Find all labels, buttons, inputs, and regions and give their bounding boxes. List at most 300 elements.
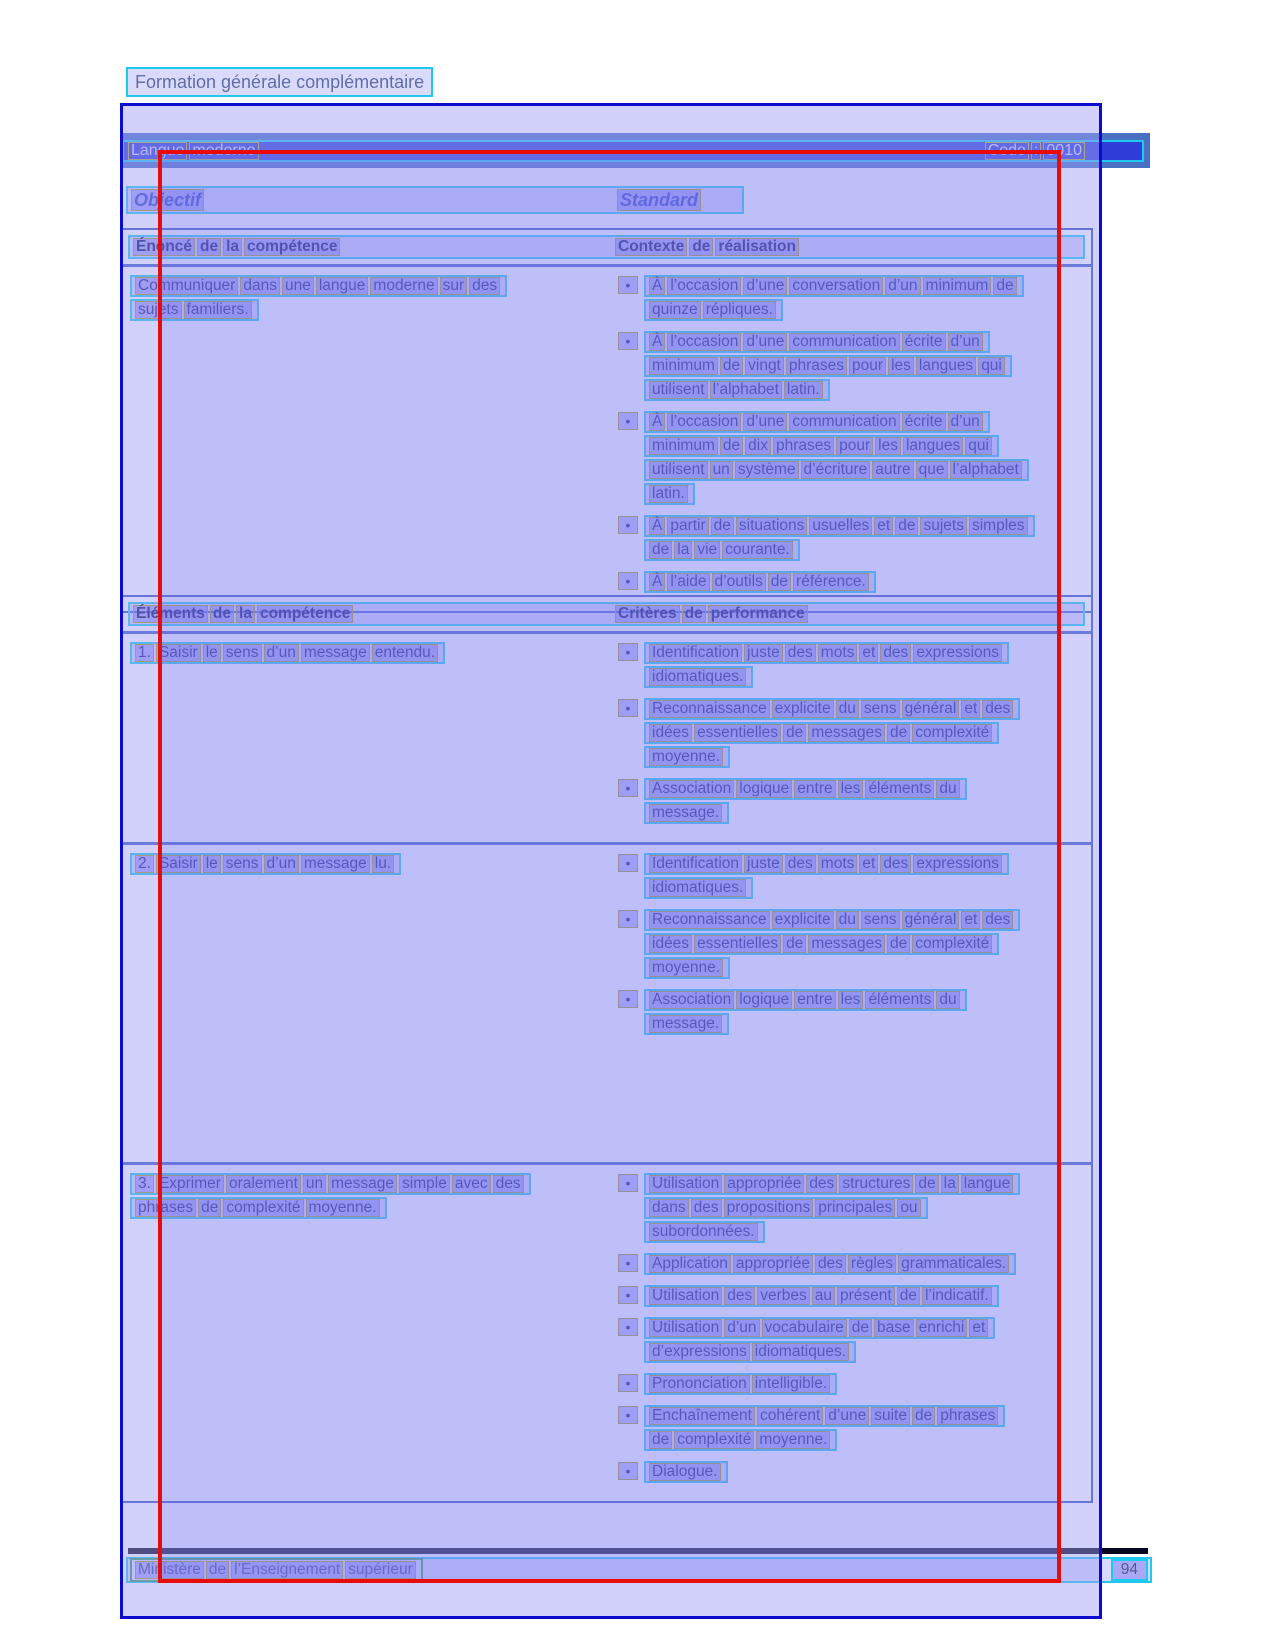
word-box: explicite [772,911,834,929]
strip-right [617,189,739,211]
word-box: de [649,541,672,559]
word-box: de [887,724,910,742]
word-box: base [874,1319,914,1337]
document-title: Formation générale complémentaire [126,67,433,97]
bullet-icon: • [618,572,638,590]
word-box: appropriée [733,1255,813,1273]
word-box: utilisent [649,461,708,479]
footer-line [126,1557,1152,1583]
word-box: les [888,357,914,375]
word-box: au [812,1287,835,1305]
word-box: moderne [370,277,437,295]
word-box: d’un [724,1319,759,1337]
word-box: langues [916,357,976,375]
word-box: courante. [722,541,793,559]
word-box: À [649,333,665,351]
word-box: usuelles [809,517,872,535]
bullet-text [644,571,876,595]
criteria-cell [618,642,1085,834]
bullet-text [644,275,1024,323]
word-box: d’expressions [649,1343,750,1361]
word-box: juste [744,855,783,873]
bullet-icon: • [618,854,638,872]
word-box: de [197,238,221,256]
word-box: d’une [825,1407,869,1425]
word-box: Standard [617,189,701,211]
word-box: enrichi [916,1319,968,1337]
header-band [120,133,1150,168]
strip-right [985,142,1142,160]
word-box: simples [969,517,1028,535]
criteria-cell [618,1173,1085,1493]
word-box: écrite [902,413,946,431]
text-line [644,877,753,899]
word-box: d’une [743,413,787,431]
bullet-text [644,642,1009,690]
word-box: d’une [743,333,787,351]
word-box: idiomatiques. [649,668,746,686]
strip-left [131,189,617,211]
word-box: Dialogue. [649,1463,721,1481]
text-line [644,666,753,688]
bullet-text [644,1405,1005,1453]
word-box: réalisation [715,238,799,256]
strip-right [615,605,1080,623]
bullet-icon: • [618,1318,638,1336]
text-line [644,1341,856,1363]
word-box: sens [223,855,262,873]
word-box: l’alphabet [710,381,782,399]
word-box: expressions [913,855,1002,873]
word-box: phrases [786,357,847,375]
text-line [644,331,990,353]
word-box: l’occasion [667,277,741,295]
bullet-item [618,331,1085,403]
word-box: mots [818,855,858,873]
table-header-strip [128,235,1085,259]
bullet-text [644,331,1012,403]
word-box: mots [818,644,858,662]
word-box: Exprimer [156,1175,224,1193]
statement-cell [128,642,618,834]
text-line [644,435,999,457]
word-box: général [902,700,960,718]
word-box: moderne [189,142,258,160]
word-box: de [897,1287,920,1305]
word-box: Énoncé [133,238,195,256]
word-box: et [969,1319,988,1337]
text-line [644,1317,995,1339]
word-box: entre [794,780,835,798]
word-box: d’un [885,277,920,295]
word-box: subordonnées. [649,1223,758,1241]
word-box: la [674,541,692,559]
word-box: quinze [649,301,701,319]
word-box: un [710,461,733,479]
word-box: répliques. [703,301,776,319]
word-box: le [203,855,221,873]
word-box: de [887,935,910,953]
bullet-item [618,989,1085,1037]
bullet-text [644,1173,1020,1245]
word-box: lu. [372,855,394,873]
word-box: les [875,437,901,455]
bullet-icon: • [618,276,638,294]
word-box: familiers. [184,301,252,319]
bullet-text [644,1317,995,1365]
bullet-icon: • [618,1254,638,1272]
word-box: de [895,517,918,535]
text-line [644,539,800,561]
word-box: structures [839,1175,913,1193]
word-box: complexité [674,1431,754,1449]
word-box: Ministère [135,1561,204,1579]
word-box: utilisent [649,381,708,399]
word-box: sujets [135,301,182,319]
word-box: et [961,911,980,929]
word-box: partir [667,517,708,535]
word-box: Reconnaissance [649,911,770,929]
bullet-icon: • [618,1462,638,1480]
text-line [644,853,1009,875]
text-line [644,1285,999,1307]
bullet-item [618,698,1085,770]
bullet-text [644,853,1009,901]
word-box: éléments [865,991,934,1009]
text-line [644,1461,728,1483]
word-box: message. [649,1015,722,1033]
text-line [644,299,783,321]
word-box: message. [649,804,722,822]
strip-left [124,142,985,160]
word-box: essentielles [694,935,781,953]
word-box: d’écriture [801,461,871,479]
word-box: le [203,644,221,662]
word-box: Application [649,1255,731,1273]
word-box: du [836,911,859,929]
word-box: moyenne. [306,1199,380,1217]
word-box: dans [240,277,280,295]
word-box: logique [736,991,792,1009]
text-line [644,1197,928,1219]
text-line [644,355,1012,377]
statement-cell [128,275,618,603]
bullet-text [644,1373,837,1397]
bullet-icon: • [618,516,638,534]
word-box: de [993,277,1016,295]
text-line [644,909,1020,931]
word-box: des [785,855,816,873]
bullet-item [618,1373,1085,1397]
word-box: que [916,461,948,479]
word-box: logique [736,780,792,798]
strip-left [133,238,615,256]
word-box: écrite [902,333,946,351]
word-box: À [649,517,665,535]
word-box: Association [649,991,734,1009]
word-box: une [282,277,314,295]
word-box: de [711,517,734,535]
text-line [644,1253,1016,1275]
footer-ministry-text [130,1558,423,1582]
bullet-item [618,778,1085,826]
word-box: : [1031,142,1041,160]
word-box: propositions [724,1199,814,1217]
text-line [644,957,730,979]
table-row [122,634,1091,842]
word-box: de [689,238,713,256]
word-box: message [301,855,370,873]
word-box: des [493,1175,524,1193]
word-box: des [815,1255,846,1273]
word-box: idées [649,935,692,953]
word-box: des [880,855,911,873]
word-box: idées [649,724,692,742]
text-line [130,299,259,321]
word-box: ou [897,1199,920,1217]
word-box: sujets [920,517,967,535]
table-row [122,842,1091,1162]
text-line [644,722,999,744]
word-box: À [649,413,665,431]
word-box: Objectif [131,189,204,211]
elements-table [120,595,1093,1503]
word-box: Langue [128,142,187,160]
word-box: messages [808,724,885,742]
word-box: et [874,517,893,535]
word-box: de [783,724,806,742]
word-box: de [720,437,743,455]
word-box: 1. [135,644,154,662]
word-box: un [303,1175,326,1193]
word-box: message [328,1175,397,1193]
word-box: latin. [649,485,688,503]
word-box: et [859,644,878,662]
word-box: la [941,1175,959,1193]
word-box: Code [985,142,1029,160]
bullet-text [644,1461,728,1485]
word-box: Saisir [156,855,201,873]
word-box: sens [861,911,900,929]
text-line [644,1429,837,1451]
word-box: latin. [784,381,823,399]
text-line [644,746,730,768]
word-box: avec [452,1175,491,1193]
word-box: des [982,700,1013,718]
word-box: de [649,1431,672,1449]
word-box: compétence [244,238,340,256]
word-box: les [838,991,864,1009]
criteria-cell [618,275,1085,603]
bullet-text [644,698,1020,770]
text-line [644,1405,1005,1427]
word-box: phrases [135,1199,196,1217]
bullet-text [644,411,1029,507]
word-box: référence. [793,573,869,591]
text-line [130,275,507,297]
word-box: d’un [264,644,299,662]
word-box: dans [649,1199,689,1217]
word-box: minimum [923,277,992,295]
word-box: qui [978,357,1005,375]
word-box: d’un [264,855,299,873]
word-box: des [724,1287,755,1305]
table-header-strip [128,602,1085,626]
table-header-row [122,597,1091,634]
word-box: Utilisation [649,1175,722,1193]
bullet-item [618,1253,1085,1277]
word-box: Utilisation [649,1319,722,1337]
text-line [644,515,1035,537]
text-line [644,989,967,1011]
word-box: pour [836,437,873,455]
word-box: simple [399,1175,450,1193]
word-box: entendu. [372,644,438,662]
word-box: de [198,1199,221,1217]
word-box: des [982,911,1013,929]
text-line [644,483,695,505]
word-box: d’un [948,413,983,431]
word-box: Identification [649,855,742,873]
word-box: les [838,780,864,798]
word-box: langue [961,1175,1014,1193]
strip-left [133,605,615,623]
bullet-item [618,909,1085,981]
bullet-text [644,778,967,826]
bullet-icon: • [618,412,638,430]
word-box: complexité [223,1199,303,1217]
word-box: intelligible. [752,1375,830,1393]
word-box: du [836,700,859,718]
text-line [644,379,830,401]
word-box: système [735,461,799,479]
word-box: Utilisation [649,1287,722,1305]
section-heads-strip [126,186,744,214]
word-box: principales [815,1199,895,1217]
criteria-cell [618,853,1085,1154]
word-box: grammaticales. [898,1255,1009,1273]
word-box: des [880,644,911,662]
text-line [644,1373,837,1395]
bullet-text [644,989,967,1037]
word-box: l’aide [667,573,709,591]
word-box: des [785,644,816,662]
bullet-text [644,909,1020,981]
strip-right [615,238,1080,256]
word-box: conversation [789,277,883,295]
text-line [644,1013,729,1035]
word-box: l’occasion [667,333,741,351]
word-box: supérieur [345,1561,416,1579]
word-box: Association [649,780,734,798]
word-box: 3. [135,1175,154,1193]
word-box: du [936,991,959,1009]
text-line [644,459,1029,481]
text-line [130,1173,531,1195]
word-box: d’une [743,277,787,295]
word-box: À [649,277,665,295]
word-box: qui [965,437,992,455]
text-line [644,698,1020,720]
word-box: appropriée [724,1175,804,1193]
text-line [644,571,876,593]
word-box: de [912,1407,935,1425]
word-box: des [691,1199,722,1217]
word-box: de [783,935,806,953]
bullet-item [618,1317,1085,1365]
page-number: 94 [1111,1559,1148,1581]
word-box: situations [736,517,807,535]
word-box: Critères [615,605,680,623]
text-line [644,642,1009,664]
bullet-icon: • [618,1174,638,1192]
word-box: suite [871,1407,910,1425]
word-box: présent [837,1287,895,1305]
word-box: sens [223,644,262,662]
word-box: et [961,700,980,718]
word-box: 2. [135,855,154,873]
word-box: 0010 [1043,142,1085,160]
word-box: entre [794,991,835,1009]
word-box: Prononciation [649,1375,750,1393]
table-row [122,1162,1091,1501]
bullet-item [618,571,1085,595]
bullet-item [618,1461,1085,1485]
text-line [644,802,729,824]
word-box: phrases [937,1407,998,1425]
bullet-icon: • [618,910,638,928]
word-box: la [223,238,242,256]
word-box: Contexte [615,238,687,256]
word-box: la [236,605,255,623]
word-box: juste [744,644,783,662]
word-box: langues [903,437,963,455]
bullet-item [618,1285,1085,1309]
word-box: vie [694,541,720,559]
bullet-icon: • [618,699,638,717]
bullet-icon: • [618,643,638,661]
text-line [644,1173,1020,1195]
bullet-item [618,515,1085,563]
word-box: expressions [913,644,1002,662]
text-line [644,411,990,433]
word-box: éléments [865,780,934,798]
word-box: l’indicatif. [922,1287,992,1305]
bullet-text [644,1285,999,1309]
word-box: vocabulaire [762,1319,847,1337]
word-box: complexité [912,935,992,953]
bullet-icon: • [618,1286,638,1304]
word-box: langue [316,277,369,295]
word-box: moyenne. [756,1431,830,1449]
word-box: de [210,605,234,623]
bullet-item [618,1173,1085,1245]
word-box: message [301,644,370,662]
word-box: de [768,573,791,591]
bullet-icon: • [618,990,638,1008]
word-box: d’outils [712,573,766,591]
word-box: sur [440,277,468,295]
word-box: verbes [757,1287,810,1305]
word-box: performance [708,605,808,623]
word-box: vingt [745,357,784,375]
word-box: communication [789,333,899,351]
word-box: compétence [257,605,353,623]
word-box: idiomatiques. [752,1343,849,1361]
word-box: communication [789,413,899,431]
competence-table [120,228,1093,613]
bullet-item [618,275,1085,323]
